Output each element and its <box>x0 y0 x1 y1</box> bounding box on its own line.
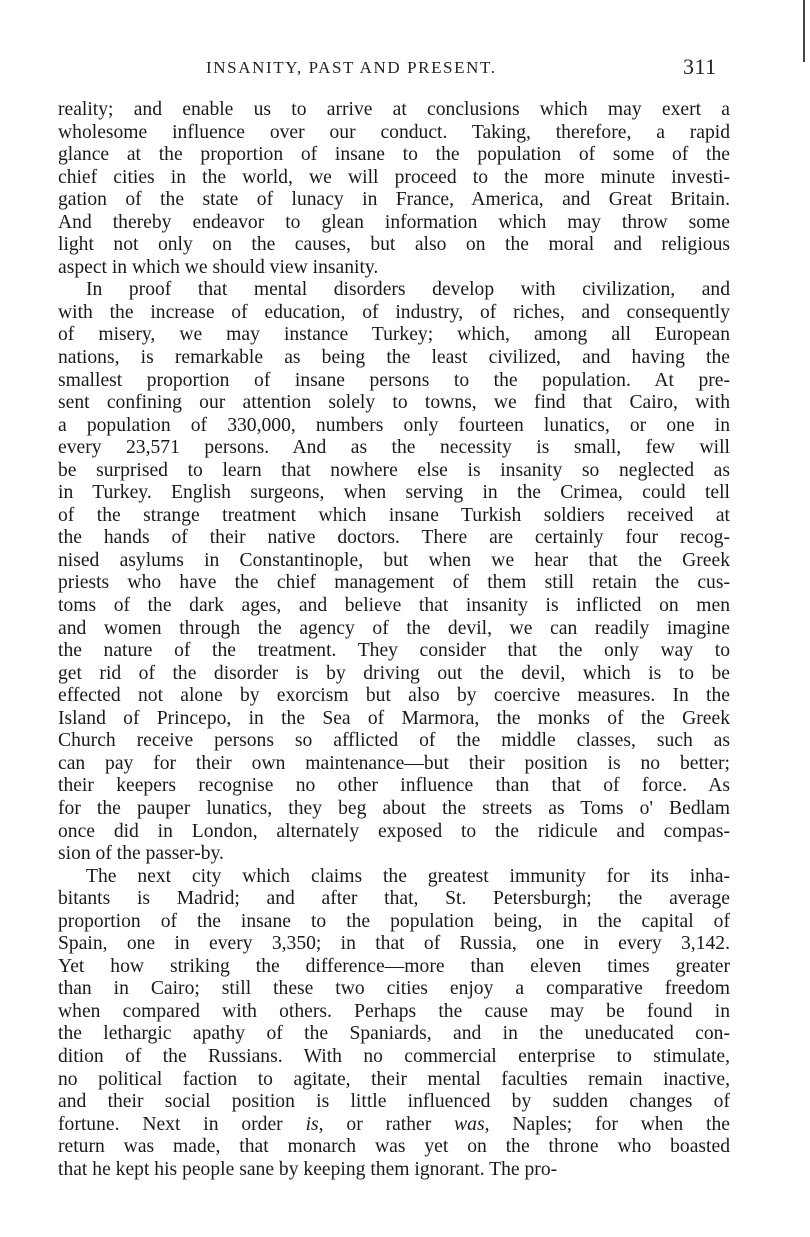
text-line: bitants is Madrid; and after that, St. Petersburgh; the average <box>58 888 730 910</box>
text-line: glance at the proportion of insane to the population of some of the <box>58 144 730 166</box>
text-line: every 23,571 persons. And as the necessity is small, few will <box>58 437 730 459</box>
text-line: Church receive persons so afflicted of the middle classes, such as <box>58 730 730 752</box>
text-line: sent confining our attention solely to towns, we find that Cairo, with <box>58 392 730 414</box>
text-line: of the strange treatment which insane Turkish soldiers received at <box>58 504 730 526</box>
text-line: And thereby endeavor to glean information which may throw some <box>58 211 730 233</box>
text-line: get rid of the disorder is by driving out the devil, which is to be <box>58 662 730 684</box>
text-line: of misery, we may instance Turkey; which, among all European <box>58 324 730 346</box>
text-line: their keepers recognise no other influence than that of force. As <box>58 775 730 797</box>
text-line: light not only on the causes, but also on the moral and religious <box>58 234 730 256</box>
text-line: that he kept his people sane by keeping them ignorant. The pro- <box>58 1158 558 1180</box>
text-line: sion of the passer-by. <box>58 843 224 865</box>
text-line: wholesome influence over our conduct. Taking, therefore, a rapid <box>58 121 730 143</box>
body-text <box>58 99 730 1181</box>
text-line: and women through the agency of the devil, we can readily imagine <box>58 617 730 639</box>
text-line: when compared with others. Perhaps the cause may be found in <box>58 1000 730 1022</box>
text-line: The next city which claims the greatest immunity for its inha- <box>86 865 730 887</box>
text-line: Spain, one in every 3,350; in that of Russia, one in every 3,142. <box>58 933 730 955</box>
emphasis: is <box>305 1113 319 1135</box>
page-edge-rule <box>803 0 805 62</box>
text-line: dition of the Russians. With no commercial enterprise to stimulate, <box>58 1045 730 1067</box>
text-line: once did in London, alternately exposed to the ridicule and compas- <box>58 820 730 842</box>
text-line: the lethargic apathy of the Spaniards, and in the uneducated con- <box>58 1023 730 1045</box>
text-line: In proof that mental disorders develop with civilization, and <box>86 279 730 301</box>
text-line: no political faction to agitate, their mental faculties remain inactive, <box>58 1068 730 1090</box>
page-number: 311 <box>683 54 717 79</box>
text-line: than in Cairo; still these two cities enjoy a comparative freedom <box>58 978 730 1000</box>
running-title: INSANITY, PAST AND PRESENT. <box>206 58 497 77</box>
text-line: gation of the state of lunacy in France, America, and Great Britain. <box>58 189 730 211</box>
text-line: toms of the dark ages, and believe that insanity is inflicted on men <box>58 595 730 617</box>
text-line: Yet how striking the difference—more than eleven times greater <box>58 955 730 977</box>
text-line: can pay for their own maintenance—but their position is no better; <box>58 752 730 774</box>
emphasis: was <box>454 1113 485 1135</box>
text-line: proportion of the insane to the population being, in the capital of <box>58 910 730 932</box>
text-line: with the increase of education, of industry, of riches, and consequently <box>58 301 730 323</box>
text-line: a population of 330,000, numbers only fourteen lunatics, or one in <box>58 414 730 436</box>
text-line: Island of Princepo, in the Sea of Marmora, the monks of the Greek <box>58 707 730 729</box>
text-line: reality; and enable us to arrive at conclusions which may exert a <box>58 99 730 120</box>
text-line: the nature of the treatment. They consider that the only way to <box>58 640 730 662</box>
text-line: return was made, that monarch was yet on the throne who boasted <box>58 1136 730 1158</box>
text-line: chief cities in the world, we will proceed to the more minute investi- <box>58 166 730 188</box>
text-line: aspect in which we should view insanity. <box>58 256 379 278</box>
text-line: smallest proportion of insane persons to the population. At pre- <box>58 369 730 391</box>
text-line: fortune. Next in order is, or rather was, Naples; for when the <box>58 1113 730 1135</box>
text-line: effected not alone by exorcism but also by coercive measures. In the <box>58 685 730 707</box>
text-line: priests who have the chief management of them still retain the cus- <box>58 572 730 594</box>
text-line: be surprised to learn that nowhere else is insanity so neglected as <box>58 459 730 481</box>
text-line: nised asylums in Constantinople, but when we hear that the Greek <box>58 549 730 571</box>
text-line: and their social position is little influenced by sudden changes of <box>58 1091 730 1113</box>
text-line: in Turkey. English surgeons, when serving in the Crimea, could tell <box>58 482 730 504</box>
text-line: nations, is remarkable as being the least civilized, and having the <box>58 347 730 369</box>
text-line: for the pauper lunatics, they beg about the streets as Toms o' Bedlam <box>58 797 730 819</box>
text-line: the hands of their native doctors. There are certainly four recog- <box>58 527 730 549</box>
